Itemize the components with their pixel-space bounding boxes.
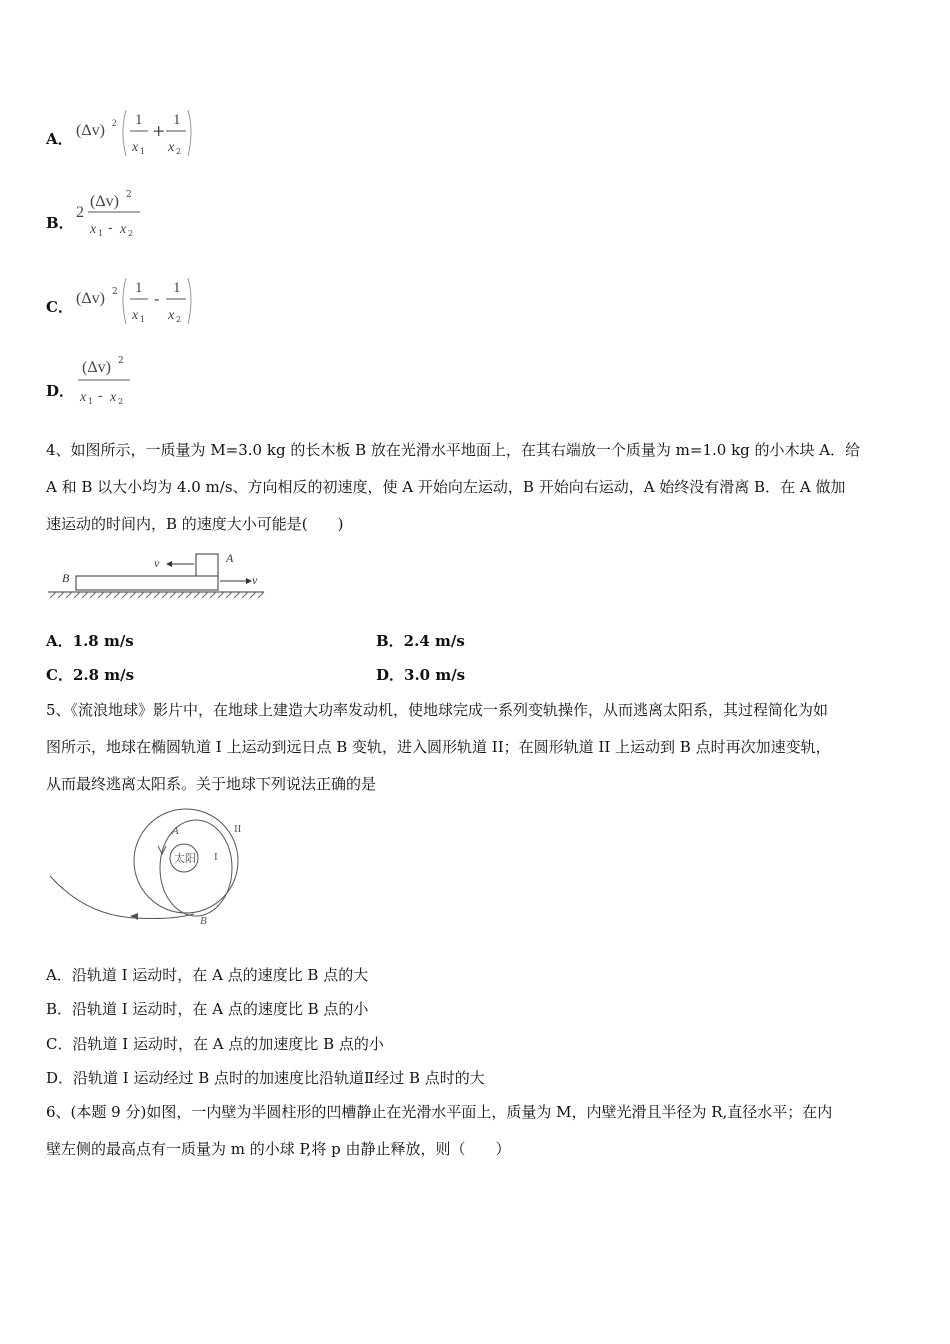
q4-stem-line2: A 和 B 以大小均为 4.0 m/s、方向相反的初速度，使 A 开始向左运动，B 开始向右运动，A 始终没有滑离 B．在 A 做加 [46, 478, 846, 496]
svg-text:(Δv): (Δv) [90, 193, 119, 210]
option-d-formula [76, 352, 146, 410]
svg-text:2: 2 [76, 204, 84, 221]
orbit-diagram [46, 806, 256, 944]
svg-text:x: x [120, 222, 127, 237]
svg-text:1: 1 [135, 112, 143, 128]
svg-text:2: 2 [112, 287, 118, 297]
fig-label-v-right: v [252, 573, 258, 587]
svg-text:2: 2 [128, 229, 134, 238]
q4-stem-line1: 4、如图所示，一质量为 M=3.0 kg 的长木板 B 放在光滑水平地面上，在其右端放一个质量为 m=1.0 kg 的小木块 A．给 [46, 441, 861, 459]
svg-text:2: 2 [176, 147, 182, 156]
q4-option-a: A．1.8 m/s [46, 632, 134, 650]
q6-stem-line1: 6、(本题 9 分)如图，一内壁为半圆柱形的凹槽静止在光滑水平面上，质量为 M，内壁光滑且半径为 R,直径水平；在内 [46, 1103, 833, 1121]
option-b-label: B． [46, 214, 74, 232]
q5-option-b: B．沿轨道 I 运动时，在 A 点的速度比 B 点的小 [46, 1000, 369, 1018]
formula-a-svg [76, 104, 196, 160]
svg-text:x: x [168, 308, 175, 323]
q5-stem-line2: 图所示，地球在椭圆轨道 I 上运动到远日点 B 变轨，进入圆形轨道 II；在圆形轨道 II 上运动到 B 点时再次加速变轨， [46, 738, 831, 756]
q5-stem-line3: 从而最终逃离太阳系。关于地球下列说法正确的是 [46, 775, 377, 793]
q4-stem-line3: 速运动的时间内，B 的速度大小可能是( ) [46, 515, 344, 533]
svg-text:1: 1 [173, 112, 181, 128]
svg-text:2: 2 [118, 356, 124, 366]
svg-text:-: - [154, 289, 160, 308]
q4-figure [46, 548, 270, 604]
svg-text:(Δv): (Δv) [76, 122, 105, 139]
q4-option-c: C．2.8 m/s [46, 666, 135, 684]
option-a-formula [76, 104, 196, 160]
svg-text:x: x [132, 140, 139, 155]
fig-label-b: B [62, 571, 70, 585]
q4-option-b: B．2.4 m/s [376, 632, 465, 650]
orbit-label-ii: II [234, 823, 242, 835]
svg-text:2: 2 [118, 397, 124, 406]
svg-text:(Δv): (Δv) [82, 359, 111, 376]
svg-text:1: 1 [140, 147, 146, 156]
q5-stem-line1: 5、《流浪地球》影片中，在地球上建造大功率发动机，使地球完成一系列变轨操作，从而逃离太阳系，其过程简化为如 [46, 701, 829, 719]
option-c-formula [76, 272, 196, 328]
svg-text:2: 2 [112, 118, 117, 128]
svg-text:2: 2 [126, 190, 132, 200]
orbit-label-b: B [200, 915, 207, 927]
q5-option-c: C．沿轨道 I 运动时，在 A 点的加速度比 B 点的小 [46, 1035, 384, 1053]
svg-text:x: x [168, 140, 175, 155]
svg-text:-: - [98, 388, 103, 404]
svg-text:2: 2 [176, 315, 182, 324]
svg-text:+: + [152, 121, 166, 140]
svg-text:1: 1 [98, 229, 104, 238]
fig-label-v-left: v [154, 556, 160, 570]
orbit-label-a: A [172, 825, 179, 837]
svg-text:x: x [80, 390, 87, 405]
sun-label: 太阳 [174, 853, 196, 865]
q5-orbit-figure [46, 806, 256, 944]
orbit-label-i: I [214, 851, 218, 863]
board-block-diagram [46, 548, 270, 604]
option-b-formula [76, 186, 156, 242]
svg-text:x: x [110, 390, 117, 405]
q5-option-d: D．沿轨道 I 运动经过 B 点时的加速度比沿轨道Ⅱ经过 B 点时的大 [46, 1069, 485, 1087]
q6-stem-line2: 壁左侧的最高点有一质量为 m 的小球 P,将 p 由静止释放，则（ ） [46, 1140, 511, 1158]
formula-b-svg [76, 186, 156, 242]
svg-text:-: - [108, 220, 113, 236]
fig-label-a: A [226, 551, 234, 565]
svg-text:1: 1 [140, 315, 146, 324]
formula-d-svg [76, 352, 146, 410]
svg-text:x: x [90, 222, 97, 237]
svg-text:(Δv): (Δv) [76, 290, 105, 307]
svg-text:1: 1 [135, 280, 143, 296]
svg-text:1: 1 [88, 397, 94, 406]
formula-c-svg [76, 272, 196, 328]
q4-option-d: D．3.0 m/s [376, 666, 466, 684]
svg-text:1: 1 [173, 280, 181, 296]
option-c-label: C． [46, 298, 73, 316]
option-d-label: D． [46, 382, 75, 400]
svg-text:x: x [132, 308, 139, 323]
q5-option-a: A．沿轨道 I 运动时，在 A 点的速度比 B 点的大 [46, 966, 369, 984]
option-a-label: A． [46, 130, 73, 148]
